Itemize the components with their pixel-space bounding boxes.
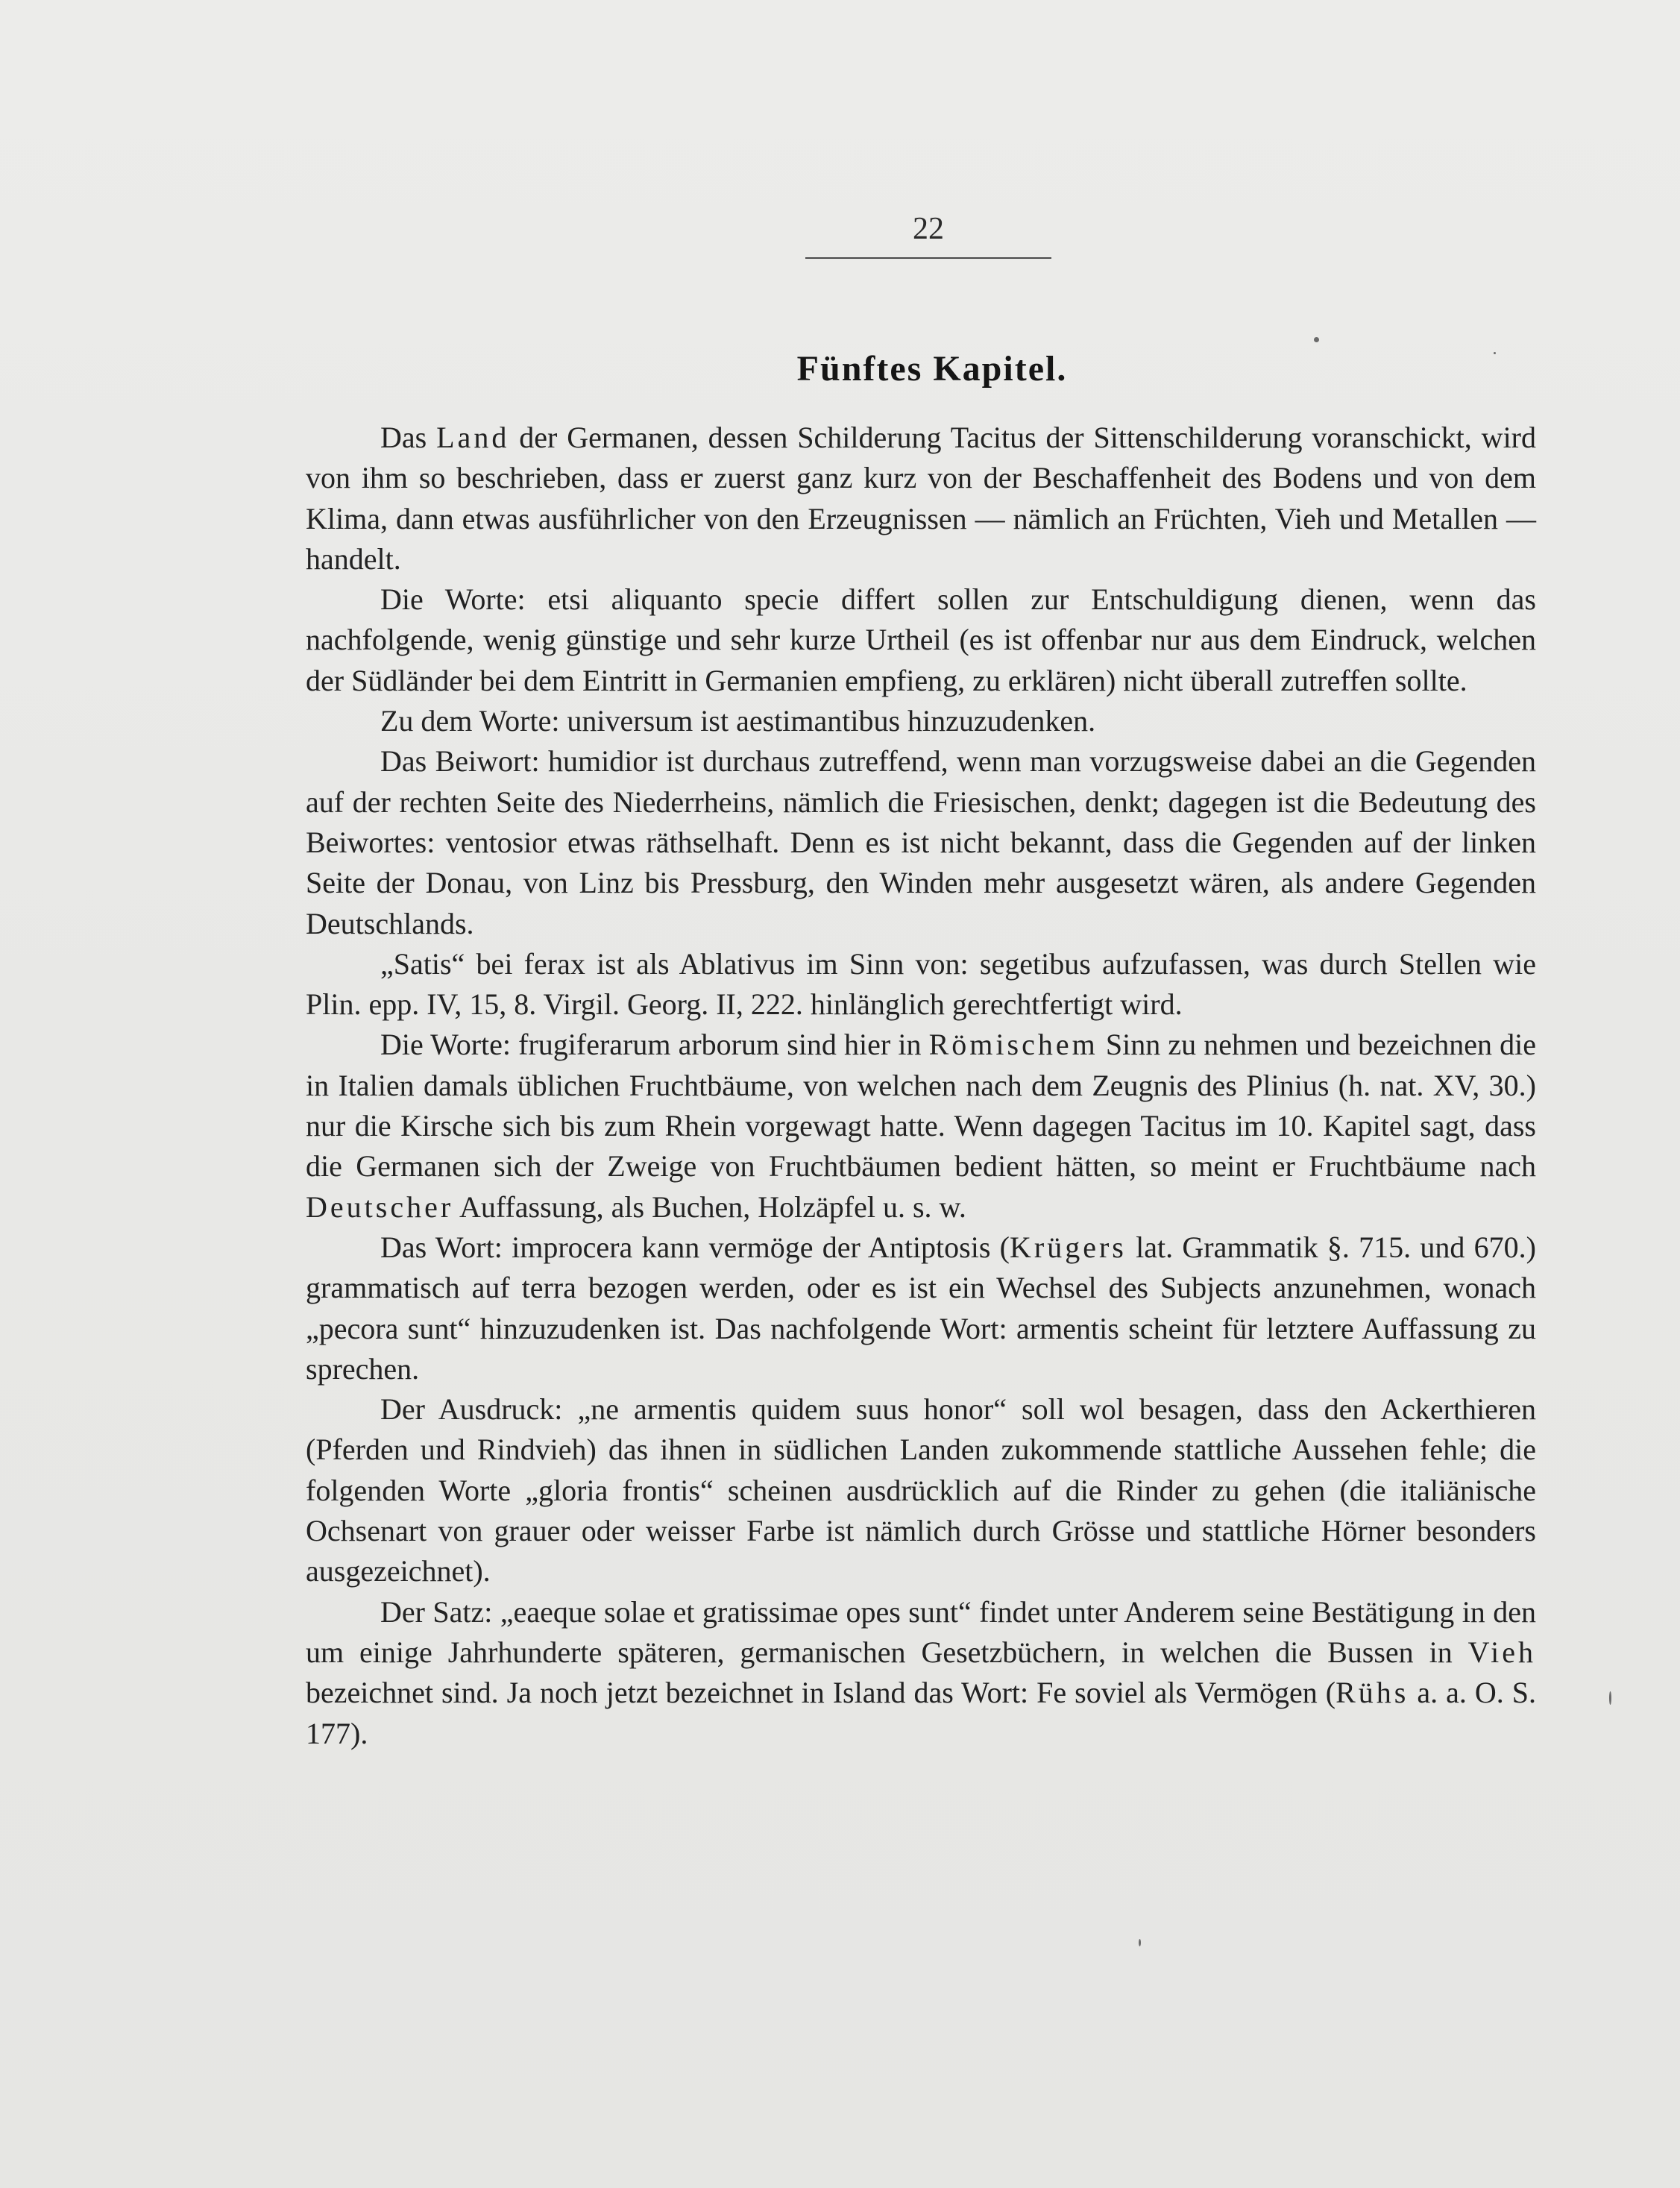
emphasis-kruegers: Krügers: [1010, 1230, 1127, 1264]
paragraph-satis: „Satis“ bei ferax ist als Ablativus im Sinn von: segetibus aufzufassen, was durch Stellen wie Plin. epp. IV, 15, 8. Virgil. Georg. II, 222. hinlänglich gerechtfertigt wird.: [306, 946, 1536, 1022]
ink-speck: [1609, 1691, 1611, 1705]
text-run: bezeichnet sind. Ja noch jetzt bezeichnet in Island das Wort: Fe soviel als Vermögen (: [306, 1676, 1336, 1710]
ink-speck: [1139, 1939, 1141, 1946]
text-run: Der Satz: „eaeque solae et gratissimae opes sunt“ findet unter Anderem seine Bestätigung in den um einige Jahrhunderte späteren, germanischen Gesetzbüchern, in welchen die Bussen in: [306, 1594, 1536, 1669]
paragraph-frugiferarum: [306, 1025, 1536, 1227]
paragraph-beiwort: Das Beiwort: humidior ist durchaus zutreffend, wenn man vorzugsweise dabei an die Gegenden auf der rechten Seite des Niederrheins, nämlich die Friesischen, denkt; dagegen ist die Bedeutung des Beiwortes: ventosior etwas räthselhaft. Denn es ist nicht bekannt, dass die Gegenden auf der linken Seite der Donau, von Linz bis Pressburg, den Winden mehr ausgesetzt wären, als andere Gegenden Deutschlands.: [306, 744, 1536, 940]
text-run: a. a. O. S. 177).: [306, 1676, 1536, 1750]
text-run: Das Wort: improcera kann vermöge der Antiptosis (: [380, 1230, 1010, 1264]
text-run: lat. Grammatik §. 715. und 670.) grammatisch auf terra bezogen werden, oder es ist ein Wechsel des Subjects anzunehmen, wonach „pecora sunt“ hinzuzudenken ist. Das nachfolgende Wort: armentis scheint für letztere Auffassung zu sprechen.: [306, 1230, 1537, 1386]
paragraph-improcera: [306, 1227, 1536, 1389]
paragraph-land: [306, 418, 1536, 579]
text-run: der Germanen, dessen Schilderung Tacitus der Sittenschilderung voranschickt, wird von ihm so beschrieben, dass er zuerst ganz kurz von der Beschaffenheit des Bodens und von dem Klima, dann etwas ausführlicher von den Erzeugnissen — nämlich an Früchten, Vieh und Metallen — handelt.: [306, 421, 1537, 576]
emphasis-land: Land: [436, 421, 510, 454]
chapter-body: [306, 418, 1536, 1754]
header-rule: [805, 257, 1051, 259]
paragraph-universum: Zu dem Worte: universum ist aestimantibus hinzuzudenken.: [380, 704, 1096, 738]
emphasis-vieh: Vieh: [1467, 1635, 1536, 1669]
paragraph-worte-etsi: Die Worte: etsi aliquanto specie differt sollen zur Entschuldigung dienen, wenn das nachfolgende, wenig günstige und sehr kurze Urtheil (es ist offenbar nur aus dem Eindruck, welchen der Südländer bei dem Eintritt in Germanien empfieng, zu erklären) nicht überall zutreffen sollte.: [306, 582, 1536, 697]
chapter-title: Fünftes Kapitel.: [796, 349, 1068, 389]
text-run: [427, 421, 436, 454]
ink-speck: [1494, 352, 1496, 354]
text-run: Das: [380, 421, 427, 454]
text-run: Auffassung, als Buchen, Holzäpfel u. s. w.: [453, 1189, 966, 1224]
text-run: Die Worte: frugiferarum arborum sind hier in: [380, 1028, 929, 1062]
paragraph-satz: [306, 1592, 1536, 1754]
text-run: Sinn zu nehmen und bezeichnen die in Italien damals üblichen Fruchtbäume, von welchen nach dem Zeugnis des Plinius (h. nat. XV, 30.) nur die Kirsche sich bis zum Rhein vorgewagt hatte. Wenn dagegen Tacitus im 10. Kapitel sagt, dass die Germanen sich der Zweige von Fruchtbäumen bedient hätten, so meint er Fruchtbäume nach: [306, 1028, 1536, 1183]
emphasis-roemischem: Römischem: [928, 1028, 1098, 1062]
emphasis-deutscher: Deutscher: [306, 1189, 454, 1224]
paragraph-ausdruck: Der Ausdruck: „ne armentis quidem suus honor“ soll wol besagen, dass den Ackerthieren (Pferden und Rindvieh) das ihnen in südlichen Landen zukommende stattliche Aussehen fehle; die folgenden Worte „gloria frontis“ scheinen ausdrücklich auf die Rinder zu gehen (die italiänische Ochsenart von grauer oder weisser Farbe ist nämlich durch Grösse und stattliche Hörner besonders ausgezeichnet).: [306, 1392, 1536, 1588]
ink-speck: [1314, 337, 1319, 342]
emphasis-ruehs: Rühs: [1335, 1676, 1409, 1710]
page-number: 22: [913, 212, 944, 246]
